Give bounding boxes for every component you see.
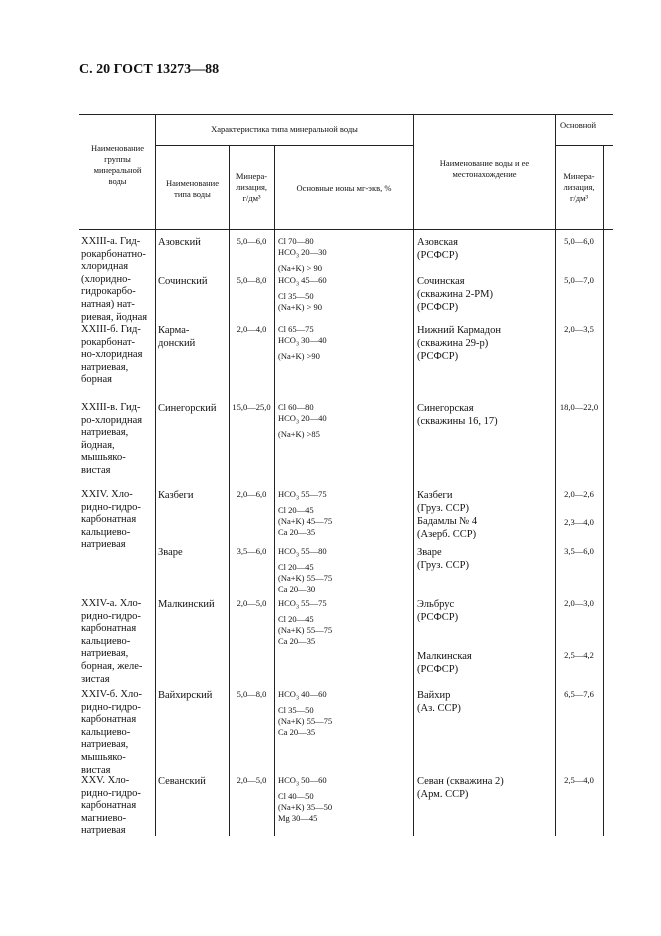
- water-name-line: (Арм. ССР): [417, 789, 469, 800]
- ion-line: $HCO_3$ 55—75: [278, 598, 327, 611]
- group-name-line: йодная,: [81, 439, 115, 451]
- water-name-line: [417, 637, 553, 650]
- header-bottom-rule: [79, 229, 613, 230]
- ion-line: (Na+K) 55—75: [278, 624, 333, 635]
- group-name-line: натриевая: [81, 825, 126, 837]
- group-name-line: натная) нат-: [81, 298, 135, 310]
- mineralization-value: 2,0—4,0: [236, 324, 267, 334]
- group-name-line: кальциево-: [81, 726, 131, 738]
- ion-line: Cl 60—80: [278, 402, 314, 412]
- ion-line: Cl 20—45: [278, 504, 314, 515]
- ion-line: $HCO_3$ 20—40: [278, 413, 327, 426]
- mineralization-value-2: 3,5—6,0: [564, 546, 594, 556]
- ion-line: Ca 20—30: [278, 583, 316, 594]
- group-name-line: риевая, йодная: [81, 311, 148, 323]
- mineralization-value: 2,0—6,0: [236, 489, 267, 499]
- group-name-line: мышьяко-: [81, 452, 126, 464]
- table-top-rule: [79, 114, 613, 115]
- mineralization-value-2: 2,5—4,0: [564, 775, 594, 785]
- ion-line: (Na+K) >90: [278, 350, 320, 361]
- type-name: Севанский: [158, 776, 206, 787]
- mineralization-value: 15,0—25,0: [232, 402, 271, 412]
- group-name-line: хлоридная: [81, 261, 129, 273]
- ion-line: Ca 20—35: [278, 726, 316, 737]
- group-name-line: натриевая: [81, 539, 126, 551]
- water-name-line: Зваре: [417, 547, 442, 558]
- ion-line: $HCO_3$ 55—80: [278, 546, 327, 559]
- type-name: Азовский: [158, 237, 201, 248]
- type-name: Казбеги: [158, 490, 194, 501]
- ion-line: $HCO_3$ 20—30: [278, 247, 327, 260]
- group-name-line: XXIV. Хло-: [81, 489, 133, 500]
- group-name-line: ридно-гидро-: [81, 610, 141, 622]
- mineralization-value-2: 5,0—7,0: [564, 275, 594, 285]
- group-name-line: борная: [81, 374, 112, 386]
- col-divider-6: [603, 145, 604, 836]
- ion-line: $HCO_3$ 45—60: [278, 275, 327, 288]
- mineralization-value-2: 18,0—22,0: [559, 402, 599, 412]
- group-name-line: ро-хлоридная: [81, 414, 143, 426]
- col-divider-4: [413, 114, 414, 836]
- ion-line: (Na+K) 55—75: [278, 572, 333, 583]
- group-name: [81, 324, 153, 387]
- mineralization-value: 3,5—6,0: [236, 546, 267, 556]
- col-divider-3: [274, 145, 275, 836]
- group-name-line: XXIII-а. Гид-: [81, 236, 141, 247]
- water-name-line: Севан (скважина 2): [417, 776, 504, 787]
- water-name-line: (Груз. ССР): [417, 503, 470, 514]
- group-name: [81, 402, 153, 478]
- water-name-line: Сочинская: [417, 276, 465, 287]
- water-name-line: (РСФСР): [417, 612, 459, 623]
- mineralization-value-2: 2,0—2,6: [564, 489, 594, 499]
- water-name-line: (Азерб. ССР): [417, 529, 477, 540]
- col-header-characteristic: Характеристика типа минеральной воды: [211, 124, 358, 134]
- main-ions: [278, 402, 412, 440]
- water-name: [417, 489, 553, 541]
- group-name-line: карбонатная: [81, 800, 137, 812]
- ion-line: Ca 20—35: [278, 635, 316, 646]
- mineralization-value: 5,0—8,0: [236, 275, 267, 285]
- water-name-line: Вайхир: [417, 690, 451, 701]
- group-name-line: XXIII-б. Гид-: [81, 324, 141, 335]
- mineralization-value: 5,0—8,0: [236, 689, 267, 699]
- group-name-line: мышьяко-: [81, 751, 126, 763]
- water-name-line: (РСФСР): [417, 302, 459, 313]
- ion-line: (Na+K) > 90: [278, 301, 323, 312]
- water-name-line: Малкинская: [417, 651, 472, 662]
- ion-line: Cl 70—80: [278, 236, 314, 246]
- ion-line: Cl 20—45: [278, 613, 314, 624]
- water-name-line: [417, 624, 553, 637]
- group-name-line: гидрокарбо-: [81, 286, 136, 298]
- subheader-rule: [155, 145, 413, 146]
- water-name: [417, 546, 553, 572]
- mineralization-value-2: 2,0—3,0: [564, 598, 594, 608]
- group-name-line: вистая: [81, 764, 111, 776]
- main-ions: [278, 546, 412, 595]
- group-name-line: натриевая,: [81, 648, 129, 660]
- group-name: [81, 598, 153, 686]
- group-name-line: XXIV-а. Хло-: [81, 598, 142, 609]
- group-name-line: борная, желе-: [81, 660, 143, 672]
- ion-line: Mg 30—45: [278, 812, 318, 823]
- water-name-line: (РСФСР): [417, 664, 459, 675]
- group-name-line: рокарбонат-: [81, 336, 136, 348]
- type-name: Сочинский: [158, 276, 208, 287]
- group-name-line: (хлоридно-: [81, 273, 131, 285]
- group-name-line: карбонатная: [81, 623, 137, 635]
- ion-line: Cl 40—50: [278, 790, 314, 801]
- main-ions: [278, 236, 412, 274]
- mineralization-value: 2,0—5,0: [236, 598, 267, 608]
- ion-line: Cl 35—50: [278, 704, 314, 715]
- col-divider-1: [155, 114, 156, 836]
- group-name-line: XXIII-в. Гид-: [81, 402, 141, 413]
- col-divider-5: [555, 114, 556, 836]
- col-header-water-name: Наименование воды и ее местонахождение: [439, 158, 530, 179]
- group-name-line: кальциево-: [81, 635, 131, 647]
- group-name: [81, 775, 153, 838]
- water-name-line: Бадамлы № 4: [417, 516, 478, 527]
- ion-line: (Na+K) 45—75: [278, 515, 333, 526]
- group-name: [81, 489, 153, 552]
- water-name: [417, 275, 553, 314]
- subheader-rule-right: [555, 145, 613, 146]
- water-name: [417, 598, 553, 676]
- mineralization-value-2: 6,5—7,6: [564, 689, 594, 699]
- group-name-line: натриевая,: [81, 361, 129, 373]
- group-name-line: ридно-гидро-: [81, 701, 141, 713]
- mineralization-value: 2,0—5,0: [236, 775, 267, 785]
- main-ions: [278, 775, 412, 824]
- mineralization-value-2: 2,3—4,0: [564, 517, 594, 527]
- ion-line: Cl 35—50: [278, 290, 314, 301]
- ion-line: $HCO_3$ 50—60: [278, 775, 327, 788]
- group-name-line: XXV. Хло-: [81, 775, 130, 786]
- col-header-main: Основной: [560, 120, 597, 130]
- water-name-line: Азовская: [417, 237, 458, 248]
- water-name-line: (скважина 2-РМ): [417, 289, 493, 300]
- ion-line: Ca 20—35: [278, 526, 316, 537]
- type-name: Синегорский: [158, 403, 217, 414]
- group-name-line: натриевая,: [81, 427, 129, 439]
- ion-line: (Na+K) >85: [278, 428, 320, 439]
- col-header-group: Наименование группы минеральной воды: [91, 143, 144, 186]
- group-name-line: карбонатная: [81, 514, 137, 526]
- type-name: Малкинский: [158, 599, 215, 610]
- ion-line: $HCO_3$ 55—75: [278, 489, 327, 502]
- main-ions: [278, 689, 412, 738]
- type-name: Вайхирский: [158, 690, 213, 701]
- group-name-line: ридно-гидро-: [81, 787, 141, 799]
- water-name: [417, 236, 553, 262]
- ion-line: Cl 20—45: [278, 561, 314, 572]
- water-name-line: (РСФСР): [417, 250, 459, 261]
- ion-line: (Na+K) > 90: [278, 262, 323, 273]
- group-name-line: натриевая,: [81, 739, 129, 751]
- water-name-line: Эльбрус: [417, 599, 455, 610]
- main-ions: [278, 489, 412, 538]
- water-name: [417, 689, 553, 715]
- group-name-line: карбонатная: [81, 714, 137, 726]
- water-name-line: Синегорская: [417, 403, 474, 414]
- main-ions: [278, 275, 412, 313]
- type-name: Карма- донский: [158, 325, 196, 349]
- water-name-line: (скважины 16, 17): [417, 416, 498, 427]
- col-header-mineralization-2: Минера- лизация, г/дм³: [563, 171, 595, 203]
- main-ions: [278, 324, 412, 362]
- water-name: [417, 324, 553, 363]
- col-header-mineralization: Минера- лизация, г/дм³: [235, 171, 268, 203]
- mineralization-value-2: 2,0—3,5: [564, 324, 594, 334]
- water-name-line: (Груз. ССР): [417, 560, 470, 571]
- ion-line: (Na+K) 35—50: [278, 801, 333, 812]
- mineralization-value-2: 2,5—4,2: [564, 650, 594, 660]
- col-header-type-name: Наименование типа воды: [166, 178, 219, 199]
- group-name-line: вистая: [81, 464, 111, 476]
- water-name-line: Нижний Кармадон: [417, 325, 501, 336]
- col-header-main-ions: Основные ионы мг-экв, %: [296, 183, 392, 193]
- ion-line: Cl 65—75: [278, 324, 314, 334]
- group-name-line: кальциево-: [81, 526, 131, 538]
- ion-line: $HCO_3$ 30—40: [278, 335, 327, 348]
- water-name-line: (Аз. ССР): [417, 703, 461, 714]
- water-name: [417, 775, 553, 801]
- water-name: [417, 402, 553, 428]
- type-name: Зваре: [158, 547, 183, 558]
- ion-line: $HCO_3$ 40—60: [278, 689, 327, 702]
- group-name-line: ридно-гидро-: [81, 501, 141, 513]
- group-name-line: зистая: [81, 673, 110, 685]
- ion-line: (Na+K) 55—75: [278, 715, 333, 726]
- group-name-line: рокарбонатно-: [81, 248, 146, 260]
- group-name-line: XXIV-б. Хло-: [81, 689, 142, 700]
- water-name-line: (скважина 29-р): [417, 338, 489, 349]
- group-name: [81, 689, 153, 777]
- group-name-line: но-хлоридная: [81, 349, 143, 361]
- mineralization-value-2: 5,0—6,0: [564, 236, 594, 246]
- group-name-line: магниево-: [81, 812, 127, 824]
- group-name: [81, 236, 153, 324]
- page-header: С. 20 ГОСТ 13273—88: [79, 62, 220, 77]
- water-name-line: Казбеги: [417, 490, 453, 501]
- water-name-line: (РСФСР): [417, 351, 459, 362]
- mineralization-value: 5,0—6,0: [236, 236, 267, 246]
- main-ions: [278, 598, 412, 647]
